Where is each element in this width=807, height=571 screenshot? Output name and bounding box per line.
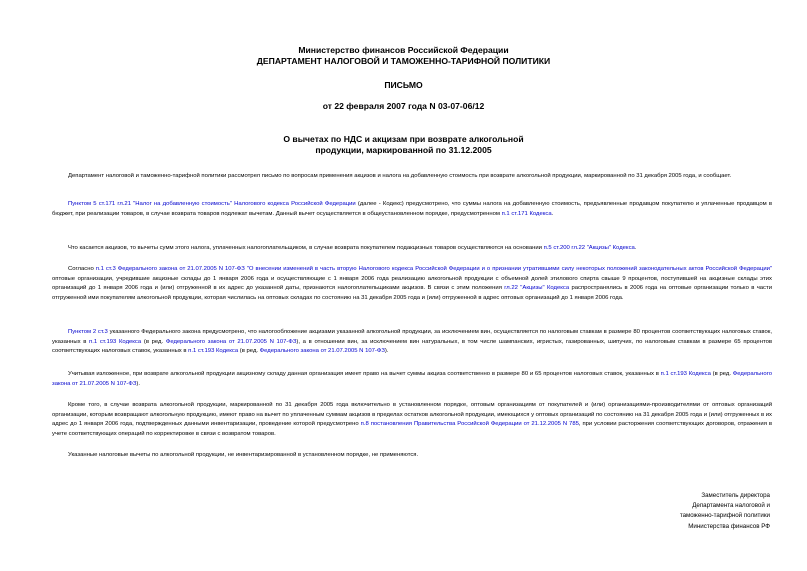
paragraph-1 <box>52 172 772 182</box>
paragraph-7 <box>52 401 772 439</box>
document-date: от 22 февраля 2007 года N 03-07-06/12 <box>322 101 485 111</box>
link-nk-200-5[interactable]: п.5 ст.200 гл.22 "Акцизы" Кодекса <box>543 245 635 251</box>
department-title: ДЕПАРТАМЕНТ НАЛОГОВОЙ И ТАМОЖЕННО-ТАРИФНОЙ ПОЛИТИКИ <box>256 56 551 66</box>
ministry-title: Министерство финансов Российской Федерации <box>298 45 509 55</box>
subject-line-1: О вычетах по НДС и акцизам при возврате алкогольной <box>283 134 524 144</box>
signature-block <box>600 491 770 532</box>
signature-line-4: Министерства финансов РФ <box>688 522 770 530</box>
link-fz-107-b[interactable]: Федерального закона от 21.07.2005 N 107-ФЗ <box>259 348 385 355</box>
paragraph-5 <box>52 328 772 357</box>
paragraph-6-text-1: Учитывая изложенное, при возврате алкогольной продукции акцизному складу данная организация имеет право на вычет суммы акциза соответственно в размере 80 и 65 процентов налоговых ставок, указанных в <box>68 371 661 377</box>
paragraph-8 <box>52 451 772 461</box>
link-fz-107-c[interactable]: Федерального закона от 21.07.2005 N 107-ФЗ <box>52 371 772 387</box>
paragraph-4-text-1: Согласно <box>68 266 96 272</box>
link-nk-193-1-a[interactable]: п.1 ст.193 Кодекса <box>89 338 142 345</box>
paragraph-7-text-2: , при условии расторжения соответствующих договоров, отражения в учете соответствующих операций по корректировке в связи с возвратом товаров. <box>52 421 772 437</box>
link-fz-107-3-2[interactable]: Пунктом 2 ст.3 <box>68 329 108 335</box>
paragraph-6 <box>52 370 772 389</box>
document-type: ПИСЬМО <box>384 80 423 90</box>
link-nk-171-1[interactable]: п.1 ст.171 Кодекса <box>501 210 552 217</box>
link-nk-193-1-b[interactable]: п.1 ст.193 Кодекса <box>188 348 239 355</box>
paragraph-4-text-2: оптовые организации, учредившие акцизные склады до 1 января 2006 года и осуществляющие с 1 января 2006 года реализацию алкогольной продукции с объемной долей этилового спирта свыше 9 процентов, поступившей на акцизные склады этих организаций до 1 января 2006 года и (или) отгруженной в их адрес до указанной даты, признаются налогоплательщиками акцизов. В связи с этим положения <box>52 275 772 292</box>
paragraph-2-text-2: . <box>551 210 554 217</box>
signature-line-1: Заместитель директора <box>701 492 770 499</box>
paragraph-5-text-2: (в ред. <box>141 338 166 345</box>
link-fz-107-a[interactable]: Федерального закона от 21.07.2005 N 107-ФЗ <box>165 338 297 345</box>
paragraph-8-text: Указанные налоговые вычеты по алкогольной продукции, не инвентаризированной в установленном порядке, не применяются. <box>68 452 419 458</box>
link-nk-193-1-c[interactable]: п.1 ст.193 Кодекса <box>660 371 711 377</box>
paragraph-6-text-3: ). <box>136 380 140 387</box>
paragraph-3-text-1: Что касается акцизов, то вычеты сумм этого налога, уплаченных налогоплательщиком, в случае возврата покупателем подакцизных товаров осуществляются на основании <box>68 245 544 251</box>
signature-line-2: Департамента налоговой и <box>692 502 770 510</box>
paragraph-5-text-4: (в ред. <box>238 348 260 355</box>
paragraph-4 <box>52 265 772 303</box>
link-nk-ch22[interactable]: гл.22 "Акцизы" Кодекса <box>504 285 570 292</box>
subject-line-2: продукции, маркированной по 31.12.2005 <box>315 145 492 155</box>
paragraph-1-text: Департамент налоговой и таможенно-тарифной политики рассмотрел письмо по вопросам применения акцизов и налога на добавленную стоимость при возврате алкогольной продукции, маркированной по 31 декабря 2005 года, и сообщает. <box>68 173 732 179</box>
paragraph-5-text-3: ), а в отношении вин, за исключением вин натуральных, в том числе шампанских, игристых, газированных, шипучих, по налоговым ставкам в размере 65 процентов соответствующих налоговых ставок, указанных в <box>52 338 772 355</box>
paragraph-3 <box>52 244 772 254</box>
paragraph-7-text-1: Кроме того, в случае возврата алкогольной продукции, маркированной по 31 декабря 2005 года включительно в установленном порядке, оптовым организациям от покупателей и (или) организациями-производителями от оптовых организаций организации, которым возвращают алкогольную продукцию, имеют право на вычет по уплаченным суммам акцизов в пределах остатков алкогольной продукции, имеющихся у оптовых организаций по состоянию на 31 декабря 2005 года и (или) отгруженных в их адрес до 1 января 2006 года, подтвержденных данными инвентаризации, проведение которой предусмотрено <box>52 402 772 428</box>
link-fz-107-3-1[interactable]: п.1 ст.3 Федерального закона от 21.07.2005 N 107-ФЗ "О внесении изменений в часть вторую Налогового кодекса Российской Федерации и о признании утратившими силу некоторых положений законодательных актов Российской Федерации" <box>95 266 773 272</box>
paragraph-6-text-2: (в ред. <box>710 371 733 377</box>
link-postanovlenie-785[interactable]: п.8 постановления Правительства Российской Федерации от 21.12.2005 N 785 <box>360 421 579 428</box>
paragraph-4-text-3: распространялись в 2006 года на оптовые организации только в части отгруженной ими покупателям алкогольной продукции, которая числилась на оптовых складах по состоянию на 31 декабря 2005 года и (или) отгруженной в адрес оптовых организаций до 1 января 2006 года. <box>52 285 772 301</box>
paragraph-2 <box>52 200 772 219</box>
paragraph-2-text-1: (далее - Кодекс) предусмотрено, что суммы налога на добавленную стоимость, предъявленные продавцом покупателю и уплаченные продавцом в бюджет, при реализации товаров, в случае возврата товаров подлежат вычетам. Данный вычет осуществляется в общеустановленном порядке, предусмотренном <box>52 201 772 217</box>
signature-line-3: таможенно-тарифной политики <box>679 512 770 520</box>
link-nk-171-5[interactable]: Пунктом 5 ст.171 гл.21 "Налог на добавленную стоимость" Налогового кодекса Российской Федерации <box>68 201 356 207</box>
paragraph-3-text-2: . <box>634 245 637 251</box>
paragraph-5-text-1: указанного Федерального закона предусмотрено, что налогообложение акцизами указанной алкогольной продукции, за исключением вин, осуществляется по налоговым ставкам в размере 80 процентов соответствующих налоговых ставок, указанных в <box>52 329 772 345</box>
paragraph-5-text-5: ). <box>384 348 389 355</box>
